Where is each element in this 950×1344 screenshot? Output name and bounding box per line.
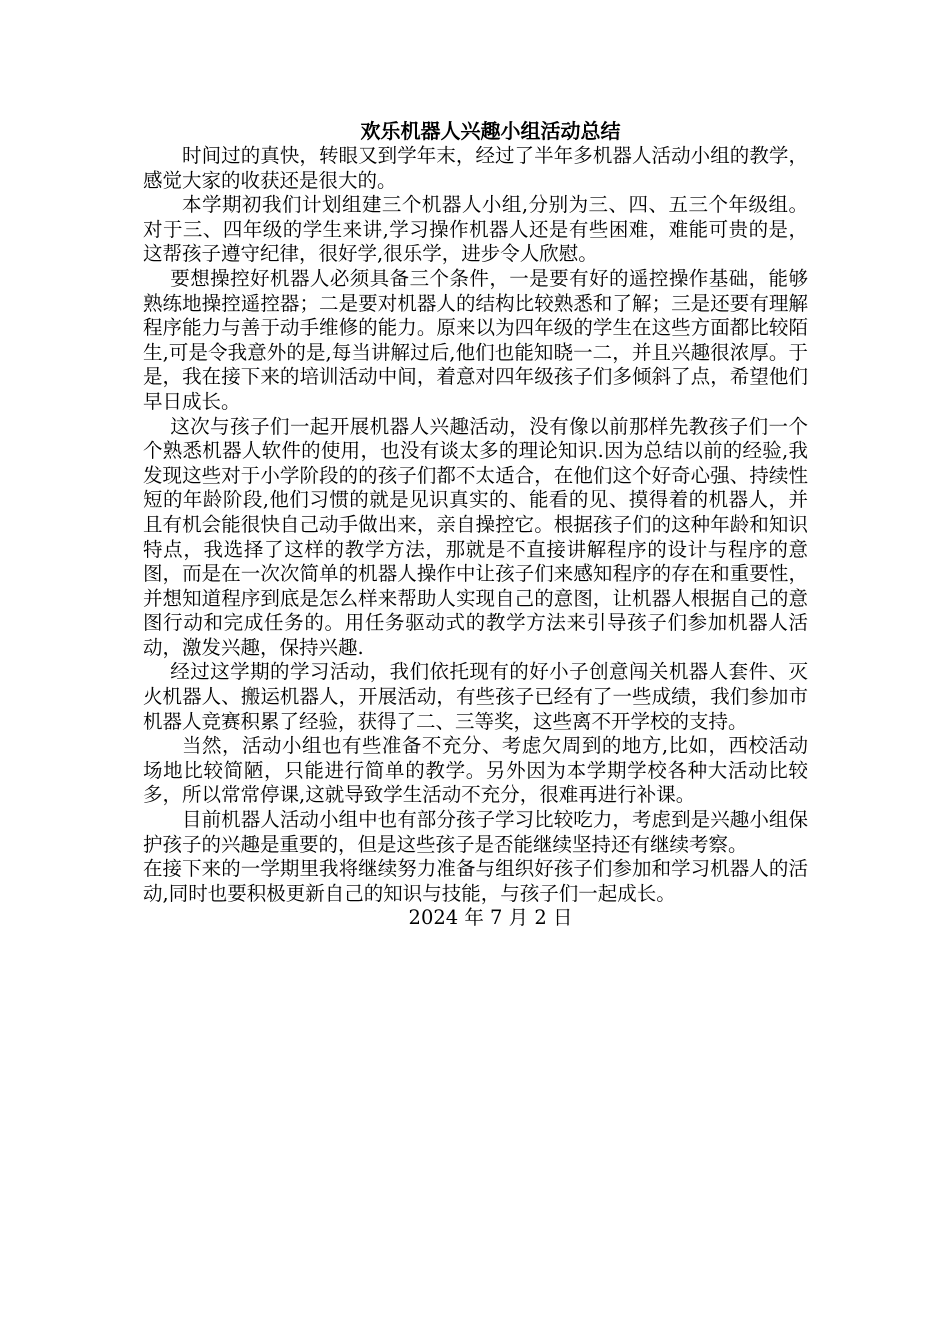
paragraph-7: 目前机器人活动小组中也有部分孩子学习比较吃力，考虑到是兴趣小组保护孩子的兴趣是重要的，但是这些孩子是否能继续坚持还有继续考察。 <box>143 808 808 856</box>
paragraph-4: 这次与孩子们一起开展机器人兴趣活动，没有像以前那样先教孩子们一个个熟悉机器人软件的使用，也没有谈太多的理论知识.因为总结以前的经验,我发现这些对于小学阶段的的孩子们都不太适合，在他们这个好奇心强、持续性短的年龄阶段,他们习惯的就是见识真实的、能看的见、摸得着的机器人，并且有机会能很快自己动手做出来，亲自操控它。根据孩子们的这种年龄和知识特点，我选择了这样的教学方法，那就是不直接讲解程序的设计与程序的意图，而是在一次次简单的机器人操作中让孩子们来感知程序的存在和重要性，并想知道程序到底是怎么样来帮助人实现自己的意图，让机器人根据自己的意图行动和完成任务的。用任务驱动式的教学方法来引导孩子们参加机器人活动，激发兴趣，保持兴趣. <box>143 414 808 659</box>
document-body <box>143 118 808 931</box>
paragraph-1: 时间过的真快，转眼又到学年末，经过了半年多机器人活动小组的教学，感觉大家的收获还是很大的。 <box>143 144 808 192</box>
paragraph-5: 经过这学期的学习活动，我们依托现有的好小子创意闯关机器人套件、灭火机器人、搬运机器人，开展活动，有些孩子已经有了一些成绩，我们参加市机器人竞赛积累了经验，获得了二、三等奖，这些离不开学校的支持。 <box>143 660 808 733</box>
document-date: 2024 年 7 月 2 日 <box>408 906 573 930</box>
paragraph-2: 本学期初我们计划组建三个机器人小组,分别为三、四、五三个年级组。对于三、四年级的学生来讲,学习操作机器人还是有些困难，难能可贵的是，这帮孩子遵守纪律，很好学,很乐学，进步令人欣慰。 <box>143 193 808 266</box>
paragraph-6: 当然，活动小组也有些准备不充分、考虑欠周到的地方,比如，西校活动场地比较简陋，只能进行简单的教学。另外因为本学期学校各种大活动比较多，所以常常停课,这就导致学生活动不充分，很难再进行补课。 <box>143 734 808 807</box>
document-title: 欢乐机器人兴趣小组活动总结 <box>360 119 621 143</box>
paragraph-8: 在接下来的一学期里我将继续努力准备与组织好孩子们参加和学习机器人的活动,同时也要积极更新自己的知识与技能，与孩子们一起成长。 <box>143 857 808 905</box>
paragraph-3: 要想操控好机器人必须具备三个条件，一是要有好的遥控操作基础，能够熟练地操控遥控器；二是要对机器人的结构比较熟悉和了解；三是还要有理解程序能力与善于动手维修的能力。原来以为四年级的学生在这些方面都比较陌生,可是令我意外的是,每当讲解过后,他们也能知晓一二，并且兴趣很浓厚。于是，我在接下来的培训活动中间，着意对四年级孩子们多倾斜了点，希望他们早日成长。 <box>143 266 808 413</box>
